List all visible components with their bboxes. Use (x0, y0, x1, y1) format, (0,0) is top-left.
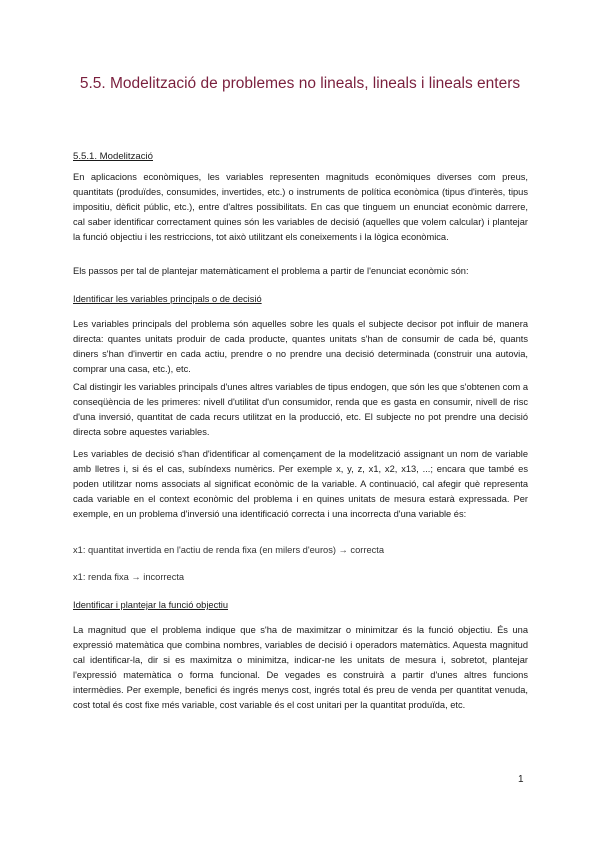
paragraph-intro: En aplicacions econòmiques, les variables representen magnituds econòmiques diverses com preus, quantitats (produïdes, consumides, invertides, etc.) o instruments de política econòmica (tipus d'interès, tipus impositiu, dèficit públic, etc.), entre d'altres possibilitats. En cas que tinguem un enunciat econòmic darrere, cal saber identificar correctament quines són les variables de decisió (aquelles que volem calcular) i plantejar la funció objectiu i les restriccions, tot això utilitzant els coneixements i la lògica econòmica. (73, 172, 528, 242)
page-title: 5.5. Modelització de problemes no lineals, lineals i lineals enters (79, 75, 521, 92)
subheading-variables: Identificar les variables principals o de decisió (73, 294, 262, 304)
example-correct: x1: quantitat invertida en l'actiu de renda fixa (en milers d'euros) → correcta (73, 545, 385, 555)
paragraph-objective: La magnitud que el problema indique que s'ha de maximitzar o minimitzar és la funció objectiu. És una expressió matemàtica que combina nombres, variables de decisió i operadors matemàtics. Aquesta magnitud cal identificar-la, dir si es maximitza o minimitza, indicar-ne les unitats de mesura i, sobretot, plantejar l'expressió matemàtica o forma funcional. De vegades es construirà a partir d'unes altres funcions intermèdies. Per exemple, benefici és ingrés menys cost, ingrés total és preu de venda per quantitat venuda, cost total és cost fixe més variable, cost variable és el cost unitari per la quantitat produïda, etc. (73, 625, 528, 710)
subheading-objective: Identificar i plantejar la funció objectiu (73, 600, 229, 610)
section-heading: 5.5.1. Modelització (73, 151, 153, 162)
example-incorrect: x1: renda fixa → incorrecta (73, 572, 185, 582)
paragraph-variables-1: Les variables principals del problema són aquelles sobre les quals el subjecte decisor pot influir de manera directa: quantes unitats produir de cada producte, quantes unitats s'han de consumir de cada bé, quants diners s'han d'invertir en cada actiu, prendre o no prendre una decisió determinada (construir una autovia, comprar una casa, etc.), etc. (73, 319, 528, 374)
paragraph-variables-2: Cal distingir les variables principals d'unes altres variables de tipus endogen, que són les que s'obtenen com a conseqüència de les primeres: nivell d'utilitat d'un consumidor, renda que es gasta en consumir, nivell de risc d'una inversió, quantitat de cada recurs utilitzat en la producció, etc. El subjecte no pot prendre una decisió directa sobre aquestes variables. (73, 382, 528, 437)
page-number: 1 (518, 774, 524, 785)
paragraph-steps: Els passos per tal de plantejar matemàticament el problema a partir de l'enunciat econòmic són: (73, 266, 469, 276)
paragraph-variables-3: Les variables de decisió s'han d'identificar al començament de la modelització assignant un nom de variable amb lletres i, si és el cas, subíndexs numèrics. Per exemple x, y, z, x1, x2, x13, ...; encara que també es poden utilitzar noms associats al significat econòmic de la variable. A continuació, cal afegir què representa cada variable en el context econòmic del problema i en quines unitats de mesura estarà expressada. Per exemple, en un problema d'inversió una identificació correcta i una incorrecta d'una variable és: (73, 449, 528, 519)
